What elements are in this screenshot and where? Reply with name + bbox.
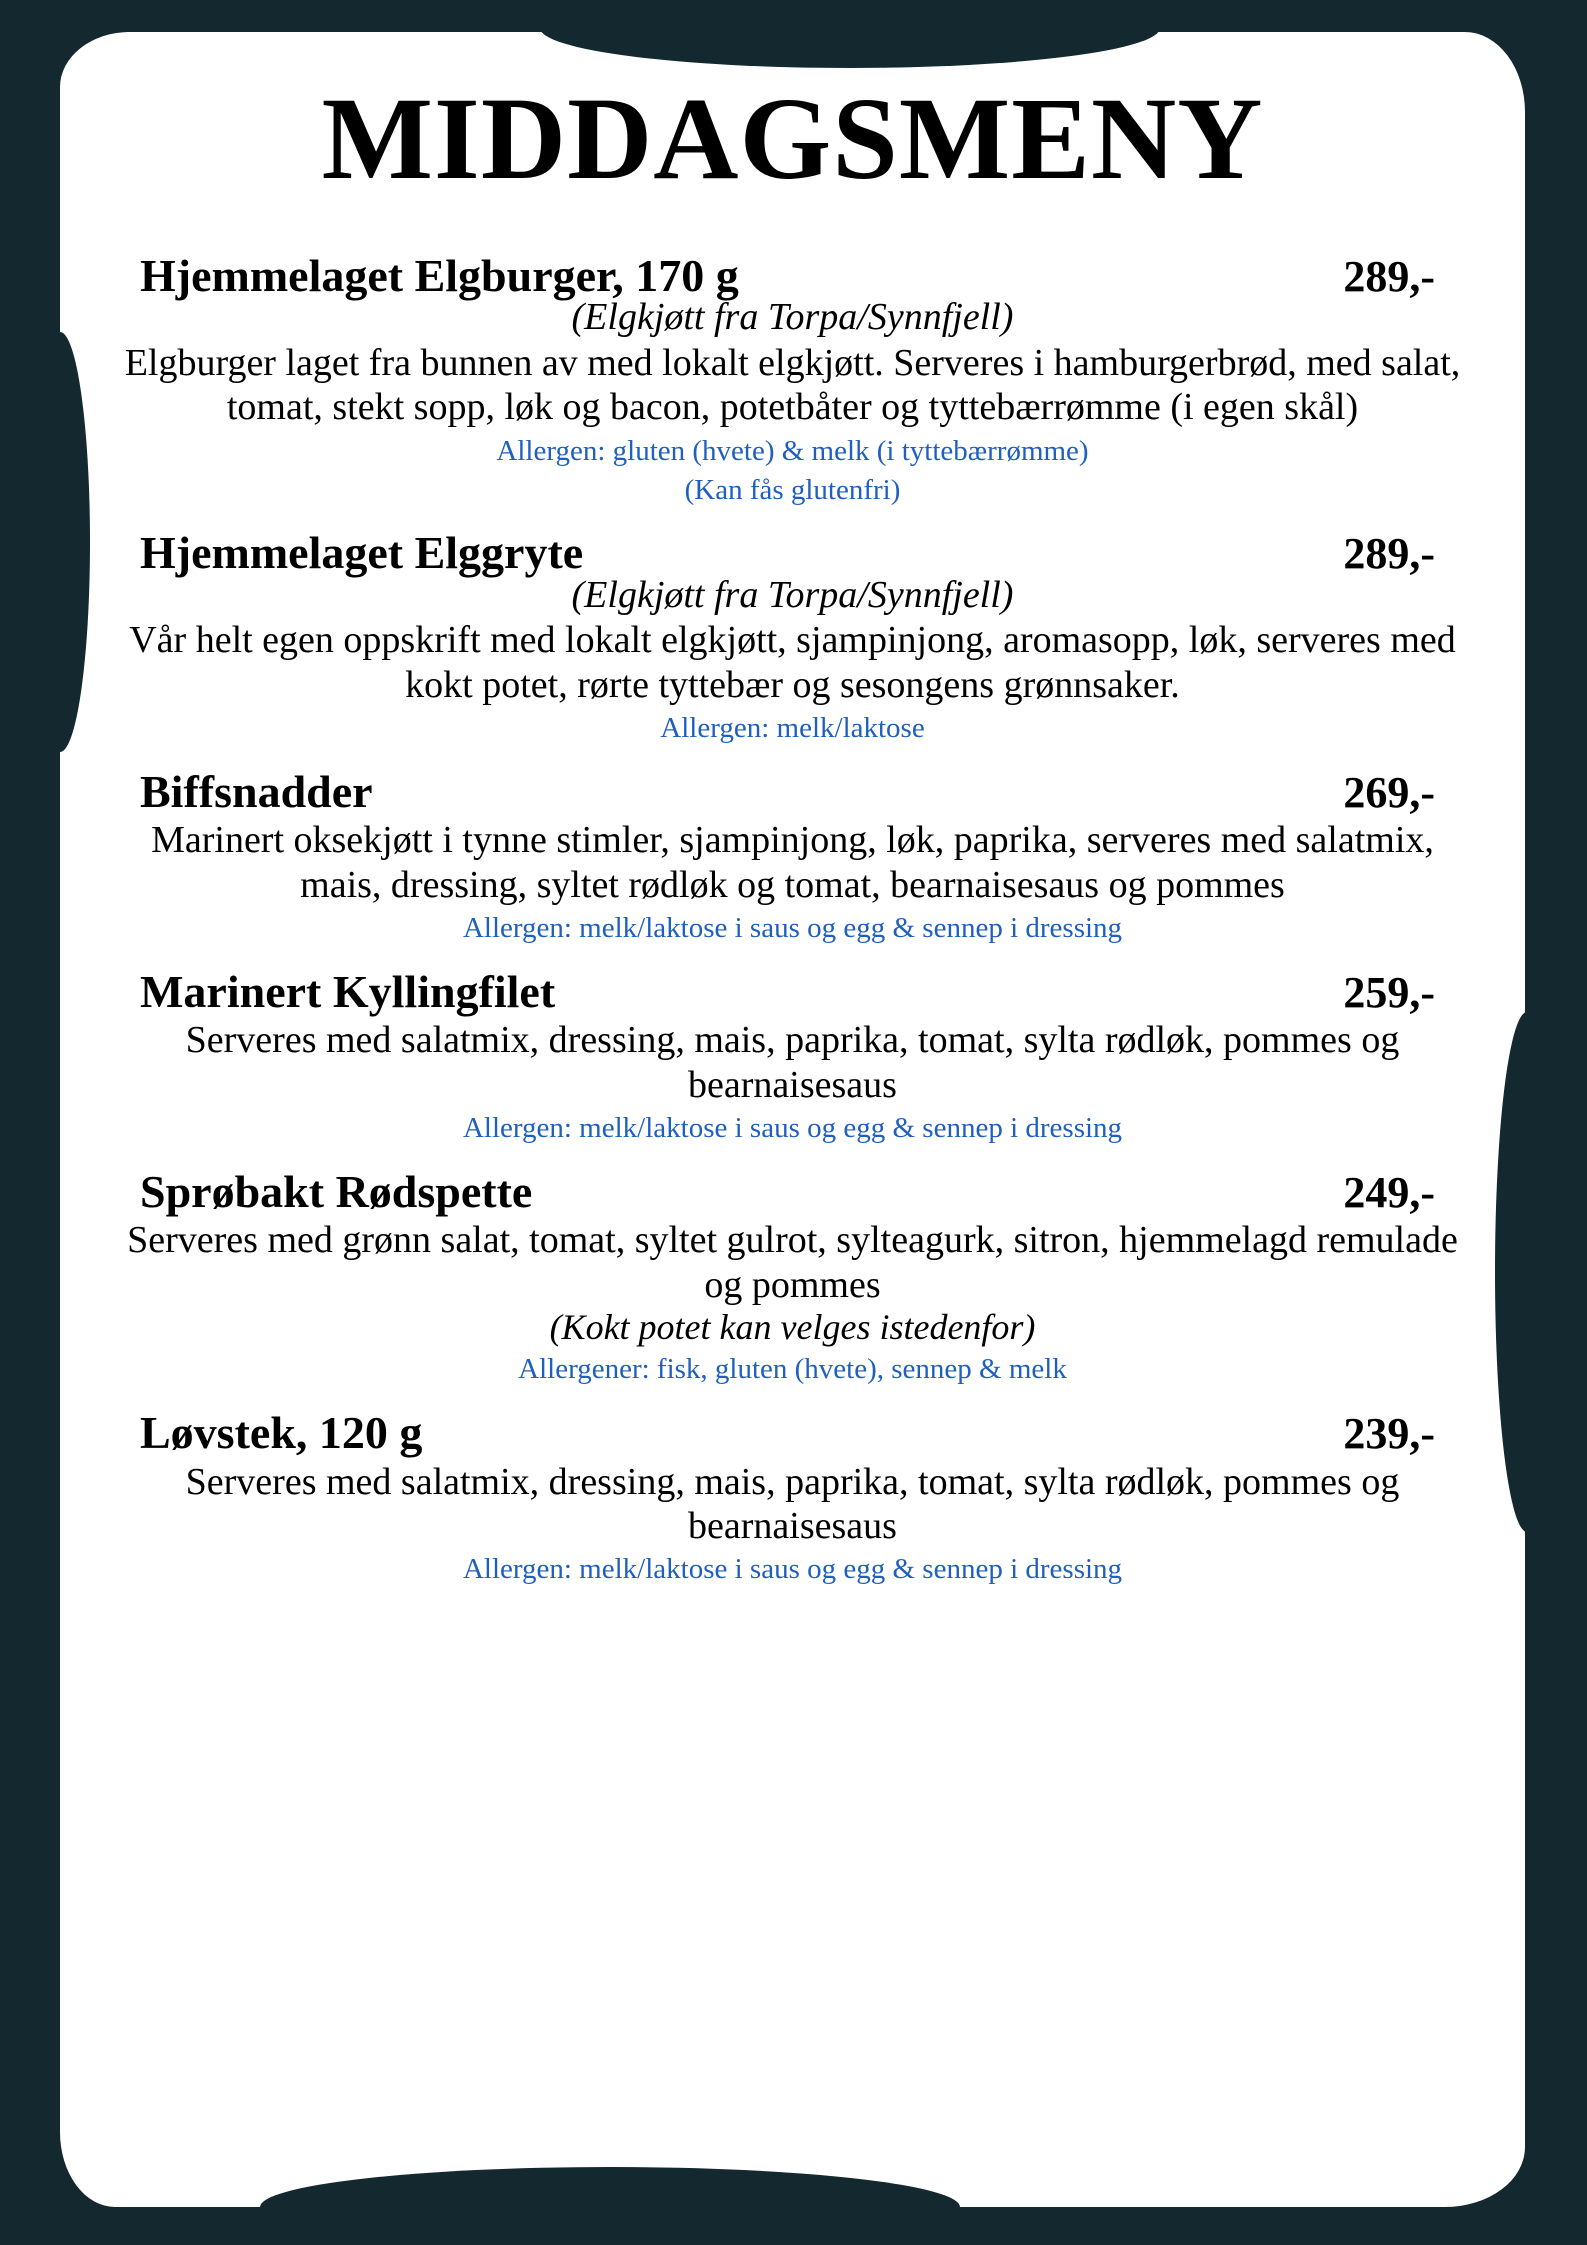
menu-item-price: 259,- [1343, 967, 1435, 1017]
menu-item-price: 239,- [1343, 1409, 1435, 1459]
menu-item-head [110, 1409, 1475, 1457]
menu-item [110, 1165, 1475, 1387]
menu-item-head [110, 1165, 1475, 1217]
menu-item [110, 529, 1475, 746]
menu-paper [60, 32, 1525, 2207]
menu-item-price: 269,- [1343, 767, 1435, 817]
menu-item-name: Marinert Kyllingfilet [140, 965, 556, 1017]
menu-item [110, 765, 1475, 946]
menu-item-price: 289,- [1343, 252, 1435, 301]
menu-item-allergen: Allergen: melk/laktose i saus og egg & sennep i dressing [462, 1112, 1123, 1145]
menu-list [110, 252, 1475, 1587]
menu-item-allergen: Allergen: melk/laktose i saus og egg & sennep i dressing [462, 1553, 1123, 1586]
menu-item [110, 252, 1475, 507]
menu-item-description: Marinert oksekjøtt i tynne stimler, sjampinjong, løk, paprika, serveres med salatmix, mais, dressing, syltet rødløk og tomat, bearnaisesaus og pommes [151, 819, 1434, 906]
menu-item-price: 249,- [1343, 1167, 1435, 1217]
menu-item-head [110, 965, 1475, 1017]
page-title: MIDDAGSMENY [321, 73, 1264, 204]
paper-edge-top [540, 32, 1160, 68]
menu-item-note: (Kokt potet kan velges istedenfor) [549, 1307, 1036, 1348]
menu-item-head [110, 765, 1475, 817]
menu-item-subtitle: (Elgkjøtt fra Torpa/Synnfjell) [571, 573, 1014, 616]
menu-item-head [110, 252, 1475, 300]
menu-item-name: Sprøbakt Rødspette [140, 1165, 533, 1217]
menu-item-allergen: Allergen: gluten (hvete) & melk (i tyttebærrømme) [496, 434, 1089, 467]
menu-item-description: Serveres med salatmix, dressing, mais, paprika, tomat, sylta rødløk, pommes og bearnaisesaus [185, 1019, 1400, 1106]
menu-item-name: Hjemmelaget Elgburger, 170 g [140, 250, 739, 301]
menu-item-head [110, 529, 1475, 577]
menu-item-price: 289,- [1343, 529, 1435, 579]
menu-item [110, 965, 1475, 1146]
paper-edge-bottom [260, 2167, 960, 2207]
menu-item-description: Vår helt egen oppskrift med lokalt elgkjøtt, sjampinjong, aromasopp, løk, serveres med kokt potet, rørte tyttebær og sesongens grønnsaker. [129, 619, 1456, 706]
menu-item-name: Hjemmelaget Elggryte [140, 527, 584, 579]
menu-item-name: Biffsnadder [140, 765, 373, 817]
menu-item-subtitle: (Elgkjøtt fra Torpa/Synnfjell) [571, 296, 1014, 339]
menu-item [110, 1409, 1475, 1587]
menu-item-description: Serveres med grønn salat, tomat, syltet gulrot, sylteagurk, sitron, hjemmelagd remulade og pommes [127, 1219, 1458, 1306]
menu-item-allergen: Allergener: fisk, gluten (hvete), sennep & melk [518, 1353, 1067, 1386]
menu-item-allergen: Allergen: melk/laktose [660, 712, 925, 745]
menu-item-description: Serveres med salatmix, dressing, mais, paprika, tomat, sylta rødløk, pommes og bearnaisesaus [185, 1460, 1400, 1548]
menu-item-allergen: Allergen: melk/laktose i saus og egg & sennep i dressing [462, 912, 1123, 945]
menu-item-name: Løvstek, 120 g [140, 1407, 423, 1459]
menu-item-allergen-secondary: (Kan fås glutenfri) [684, 473, 901, 506]
menu-item-description: Elgburger laget fra bunnen av med lokalt elgkjøtt. Serveres i hamburgerbrød, med salat, tomat, stekt sopp, løk og bacon, potetbåter og tyttebærrømme (i egen skål) [124, 341, 1461, 429]
